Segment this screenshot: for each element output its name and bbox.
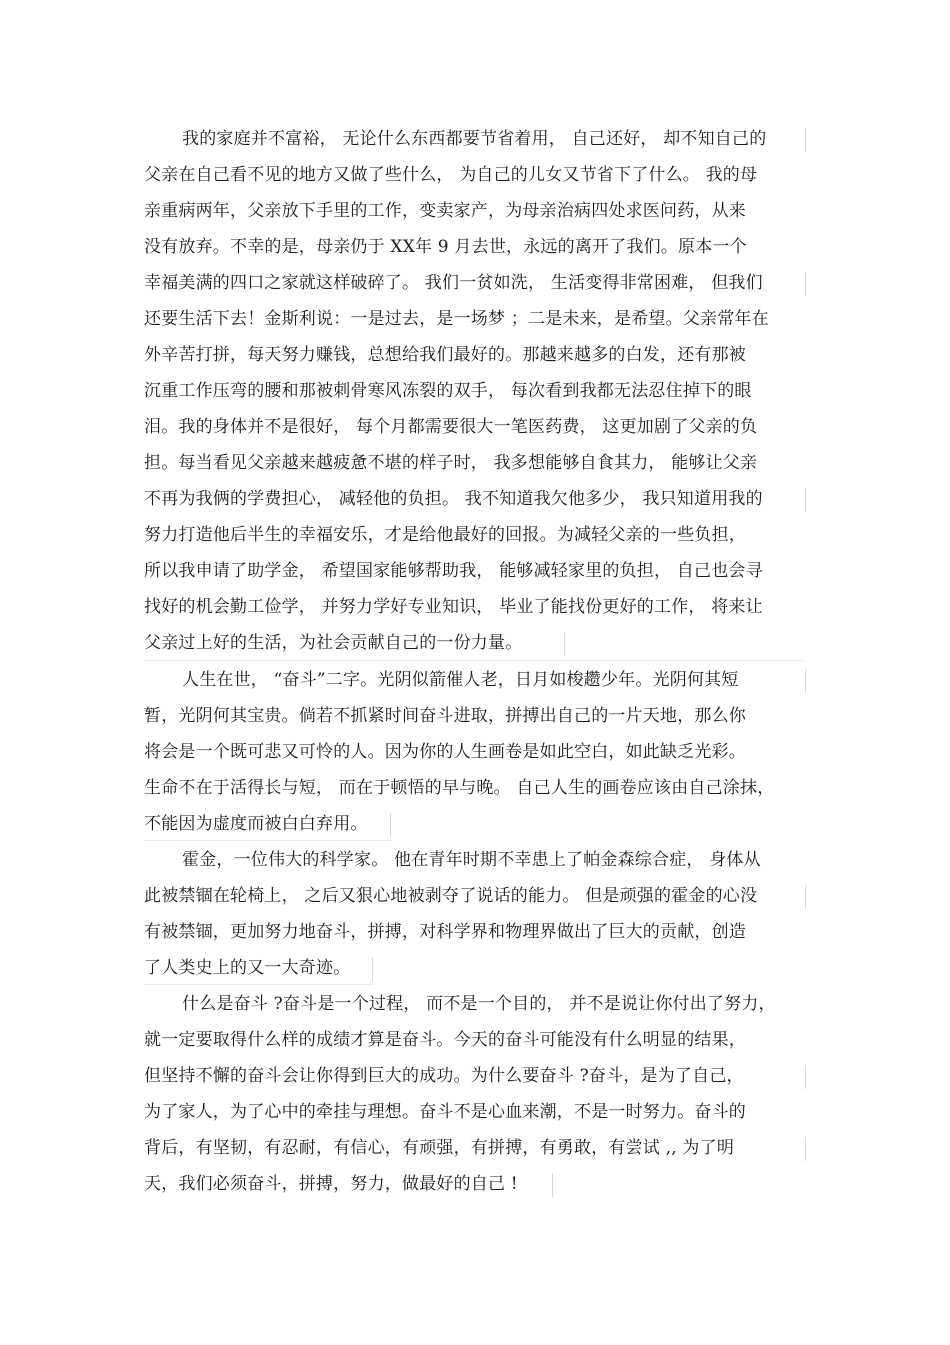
line-separator [144, 840, 392, 841]
line-separator [144, 660, 805, 661]
line-edge-mark [805, 272, 806, 296]
text-line: 天，我们必须奋斗，拼搏，努力，做最好的自己 ! [144, 1174, 518, 1194]
text-line: 父亲过上好的生活，为社会贡献自己的一份力量。 [144, 633, 523, 653]
text-line: 人生在世， “奋斗”二字。光阴似箭催人老，日月如梭趱少年。光阴何其短 [182, 670, 739, 690]
text-line: 什么是奋斗 ?奋斗是一个过程， 而不是一个目的， 并不是说让你付出了努力， [182, 994, 776, 1014]
line-edge-mark [390, 813, 391, 837]
text-line: 就一定要取得什么样的成绩才算是奋斗。今天的奋斗可能没有什么明显的结果， [144, 1030, 746, 1050]
text-line: 亲重病两年，父亲放下手里的工作，变卖家产，为母亲治病四处求医问药，从来 [144, 201, 746, 221]
text-line: 还要生活下去！金斯利说：一是过去，是一场梦 ；二是未来，是希望。父亲常年在 [144, 309, 769, 329]
text-line: 努力打造他后半生的幸福安乐，才是给他最好的回报。为减轻父亲的一些负担， [144, 525, 746, 545]
line-edge-mark [805, 1065, 806, 1089]
text-line: 有被禁锢，更加努力地奋斗，拼搏，对科学界和物理界做出了巨大的贡献，创造 [144, 922, 746, 942]
text-line: 了人类史上的又一大奇迹。 [144, 958, 351, 978]
text-line: 父亲在自己看不见的地方又做了些什么， 为自己的儿女又节省下了什么。 我的母 [144, 165, 758, 185]
text-line: 但坚持不懈的奋斗会让你得到巨大的成功。为什么要奋斗 ?奋斗，是为了自己， [144, 1066, 744, 1086]
text-line: 找好的机会勤工俭学， 并努力学好专业知识， 毕业了能找份更好的工作， 将来让 [144, 597, 763, 617]
line-edge-mark [805, 885, 806, 909]
text-line: 担。每当看见父亲越来越疲惫不堪的样子时， 我多想能够自食其力， 能够让父亲 [144, 453, 758, 473]
text-line: 没有放弃。不幸的是，母亲仍于 XX年 9 月去世，永远的离开了我们。原本一个 [144, 237, 747, 257]
line-edge-mark [805, 128, 806, 152]
text-line: 生命不在于活得长与短， 而在于顿悟的早与晚。 自己人生的画卷应该由自己涂抹， [144, 778, 775, 798]
text-line: 背后，有坚韧，有忍耐，有信心，有顽强，有拼搏，有勇敢，有尝试 ,, 为了明 [144, 1138, 735, 1158]
line-edge-mark [805, 669, 806, 693]
text-line: 不再为我俩的学费担心， 减轻他的负担。 我不知道我欠他多少， 我只知道用我的 [144, 489, 763, 509]
line-separator [144, 984, 374, 985]
text-line: 霍金，一位伟大的科学家。 他在青年时期不幸患上了帕金森综合症， 身体从 [182, 850, 761, 870]
text-line: 将会是一个既可悲又可怜的人。因为你的人生画卷是如此空白，如此缺乏光彩。 [144, 742, 746, 762]
line-edge-mark [564, 632, 565, 656]
text-line: 此被禁锢在轮椅上， 之后又狠心地被剥夺了说话的能力。 但是顽强的霍金的心没 [144, 886, 758, 906]
text-line: 暂，光阴何其宝贵。倘若不抓紧时间奋斗进取，拼搏出自己的一片天地，那么你 [144, 706, 746, 726]
text-line: 幸福美满的四口之家就这样破碎了。 我们一贫如洗， 生活变得非常困难， 但我们 [144, 273, 763, 293]
text-line: 我的家庭并不富裕， 无论什么东西都要节省着用， 自己还好， 却不知自己的 [182, 129, 767, 149]
line-edge-mark [372, 957, 373, 981]
text-line: 泪。我的身体并不是很好， 每个月都需要很大一笔医药费， 这更加剧了父亲的负 [144, 417, 758, 437]
text-line: 所以我申请了助学金， 希望国家能够帮助我， 能够减轻家里的负担， 自己也会寻 [144, 561, 763, 581]
line-edge-mark [805, 1137, 806, 1161]
text-line: 为了家人，为了心中的牵挂与理想。奋斗不是心血来潮，不是一时努力。奋斗的 [144, 1102, 746, 1122]
text-line: 沉重工作压弯的腰和那被刺骨寒风冻裂的双手， 每次看到我都无法忍住掉下的眼 [144, 381, 752, 401]
line-edge-mark [552, 1173, 553, 1197]
text-line: 不能因为虚度而被白白弃用。 [144, 814, 368, 834]
line-edge-mark [805, 488, 806, 512]
text-line: 外辛苦打拼，每天努力赚钱，总想给我们最好的。那越来越多的白发，还有那被 [144, 345, 746, 365]
